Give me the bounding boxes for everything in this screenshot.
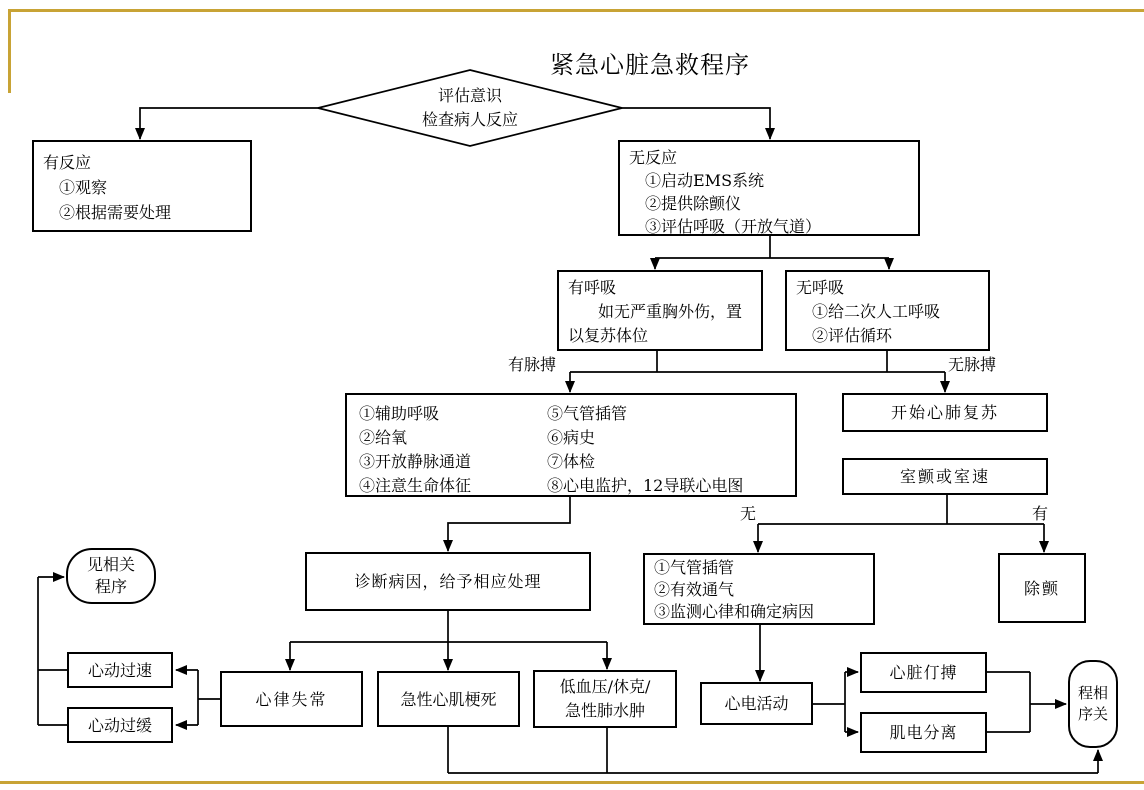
assess-line2: 检查病人反应 — [421, 110, 518, 129]
label-no-pulse: 无脉搏 — [948, 355, 997, 374]
node-breathing — [557, 270, 763, 351]
see-related-line2: 程序 — [94, 577, 127, 596]
not-breathing-line1: 无呼吸 — [796, 278, 845, 297]
label-pulse: 有脉搏 — [508, 355, 557, 374]
breathing-line2: 如无严重胸外伤，置 — [598, 302, 743, 321]
node-related-program — [1068, 660, 1118, 748]
node-bradycardia: 心动过缓 — [67, 707, 173, 743]
edge-assess-to-unresponsive — [622, 108, 770, 139]
node-ecg-activity: 心电活动 — [700, 682, 813, 725]
label-yes: 有 — [1032, 504, 1049, 523]
related-program-line2: 序关 — [1077, 705, 1108, 723]
unresponsive-line2: ①启动EMS系统 — [645, 171, 765, 190]
node-see-related-program — [66, 548, 156, 604]
node-arrhythmia: 心律失常 — [220, 671, 363, 727]
support-item7: ⑦体检 — [547, 452, 596, 471]
node-start-cpr: 开始心肺复苏 — [842, 393, 1048, 432]
node-unresponsive — [618, 140, 920, 236]
node-diagnose-treat: 诊断病因，给予相应处理 — [305, 552, 591, 611]
node-acute-mi: 急性心肌梗死 — [377, 671, 520, 727]
decision-assess-consciousness — [370, 84, 570, 132]
support-item8: ⑧心电监护，12导联心电图 — [547, 476, 744, 495]
support-item1: ①辅助呼吸 — [359, 404, 440, 423]
node-defibrillate: 除颤 — [998, 553, 1086, 623]
support-item5: ⑤气管插管 — [547, 404, 628, 423]
support-col2 — [547, 402, 743, 498]
node-vf-vt: 室颤或室速 — [842, 458, 1048, 495]
edge-support-to-diagnose — [448, 497, 570, 551]
intubate-line1: ①气管插管 — [654, 558, 735, 577]
node-support-measures — [345, 393, 797, 497]
node-responsive — [32, 140, 252, 232]
responsive-line1: 有反应 — [43, 153, 92, 172]
hypotension-line1: 低血压/休克/ — [559, 677, 651, 696]
intubate-line2: ②有效通气 — [654, 580, 735, 599]
responsive-line3: ②根据需要处理 — [59, 203, 172, 222]
page-title: 紧急心脏急救程序 — [550, 51, 750, 79]
support-item4: ④注意生命体征 — [359, 476, 472, 495]
related-program-line1: 程相 — [1077, 684, 1108, 702]
support-item2: ②给氧 — [359, 428, 408, 447]
node-emd: 肌电分离 — [860, 712, 987, 753]
unresponsive-line1: 无反应 — [629, 148, 678, 167]
support-col1 — [359, 402, 471, 498]
assess-line1: 评估意识 — [437, 86, 502, 105]
intubate-line3: ③监测心律和确定病因 — [654, 602, 815, 621]
node-not-breathing — [785, 270, 990, 351]
label-no: 无 — [740, 504, 757, 523]
breathing-line3: 以复苏体位 — [568, 326, 649, 345]
node-intubate-ventilate — [643, 553, 875, 625]
support-item3: ③开放静脉通道 — [359, 452, 472, 471]
hypotension-line2: 急性肺水肿 — [564, 701, 645, 720]
edge-assess-to-responsive — [140, 108, 318, 139]
breathing-line1: 有呼吸 — [568, 278, 617, 297]
see-related-line1: 见相关 — [86, 555, 135, 574]
not-breathing-line2: ①给二次人工呼吸 — [812, 302, 941, 321]
node-cardiac-arrest: 心脏仃搏 — [860, 652, 987, 693]
unresponsive-line3: ②提供除颤仪 — [645, 194, 742, 213]
support-item6: ⑥病史 — [547, 428, 596, 447]
not-breathing-line3: ②评估循环 — [812, 326, 893, 345]
node-hypotension-shock-edema — [533, 670, 677, 728]
responsive-line2: ①观察 — [59, 178, 108, 197]
unresponsive-line4: ③评估呼吸（开放气道） — [645, 217, 822, 236]
node-tachycardia: 心动过速 — [67, 652, 173, 688]
